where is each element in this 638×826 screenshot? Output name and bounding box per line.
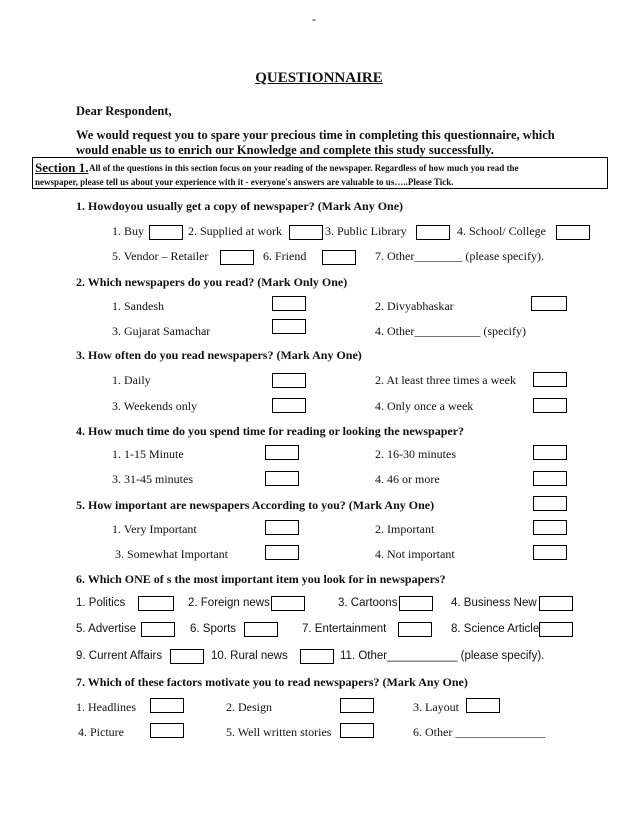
q6-checkbox[interactable]: [300, 649, 334, 664]
q4-option-label: 2. 16-30 minutes: [375, 447, 456, 461]
q1-checkbox[interactable]: [416, 225, 450, 240]
q6-option-label: 9. Current Affairs: [76, 650, 163, 662]
q1-checkbox[interactable]: [220, 250, 254, 265]
q6-checkbox[interactable]: [539, 622, 573, 637]
q6-checkbox[interactable]: [539, 596, 573, 611]
q7-option-label: 6. Other _______________: [413, 725, 546, 739]
q5-option-label: 3. Somewhat Important: [115, 547, 228, 561]
q6-checkbox[interactable]: [138, 596, 174, 611]
q7-checkbox[interactable]: [340, 723, 374, 738]
q1-checkbox[interactable]: [322, 250, 356, 265]
q2-checkbox[interactable]: [272, 296, 306, 311]
q4-option-label: 4. 46 or more: [375, 472, 440, 486]
q6-option-label: 5. Advertise: [76, 623, 137, 635]
intro-line-2: would enable us to enrich our Knowledge and complete this study successfully.: [76, 143, 494, 157]
q4-checkbox[interactable]: [265, 471, 299, 486]
q5-option-label: 2. Important: [375, 522, 435, 536]
q1-checkbox[interactable]: [556, 225, 590, 240]
q5-checkbox[interactable]: [265, 545, 299, 560]
q5-extra-checkbox[interactable]: [533, 496, 567, 511]
q6-option-label: 1. Politics: [76, 597, 126, 609]
q6-option-label: 6. Sports: [190, 623, 237, 635]
q5-checkbox[interactable]: [265, 520, 299, 535]
q4-checkbox[interactable]: [533, 445, 567, 460]
question-4: 4. How much time do you spend time for reading or looking the newspaper?: [76, 424, 465, 438]
q3-option-label: 3. Weekends only: [112, 399, 198, 413]
q7-option-label: 5. Well written stories: [226, 725, 332, 739]
q7-option-label: 3. Layout: [413, 700, 459, 714]
q6-option-label: 8. Science Article: [451, 623, 540, 635]
q6-option-label: 7. Entertainment: [302, 623, 387, 635]
q4-option-label: 1. 1-15 Minute: [112, 447, 184, 461]
q1-option-label: 6. Friend: [263, 249, 307, 263]
q6-option-label: 3. Cartoons: [338, 597, 398, 609]
section-instructions-1: All of the questions in this section focus on your reading of the newspaper. Regardless of how much you read the: [89, 163, 519, 173]
q2-option-label: 1. Sandesh: [112, 299, 164, 313]
question-5: 5. How important are newspapers According to you? (Mark Any One): [76, 498, 435, 512]
q7-checkbox[interactable]: [466, 698, 500, 713]
q1-checkbox[interactable]: [149, 225, 183, 240]
q4-option-label: 3. 31-45 minutes: [112, 472, 193, 486]
section-instructions-2: newspaper, please tell us about your experience with it - everyone's answers are valuable to us…..Please Tick.: [35, 177, 454, 187]
q2-option-label: 4. Other___________ (specify): [375, 324, 526, 338]
q3-option-label: 2. At least three times a week: [375, 373, 516, 387]
q1-option-label: 3. Public Library: [325, 224, 407, 238]
q7-checkbox[interactable]: [150, 698, 184, 713]
q6-option-label: 2. Foreign news: [188, 597, 270, 609]
q3-option-label: 4. Only once a week: [375, 399, 474, 413]
q6-checkbox[interactable]: [244, 622, 278, 637]
q5-option-label: 1. Very Important: [112, 522, 197, 536]
q3-option-label: 1. Daily: [112, 373, 151, 387]
q6-checkbox[interactable]: [170, 649, 204, 664]
q5-option-label: 4. Not important: [375, 547, 455, 561]
page-title: QUESTIONNAIRE: [255, 70, 383, 86]
q3-checkbox[interactable]: [533, 398, 567, 413]
q7-option-label: 2. Design: [226, 700, 272, 714]
q5-checkbox[interactable]: [533, 520, 567, 535]
q7-checkbox[interactable]: [150, 723, 184, 738]
intro-line-1: We would request you to spare your precious time in completing this questionnaire, which: [76, 128, 555, 142]
q2-checkbox[interactable]: [531, 296, 567, 311]
q6-option-label: 10. Rural news: [211, 650, 288, 662]
question-6: 6. Which ONE of s the most important item you look for in newspapers?: [76, 572, 446, 586]
q5-checkbox[interactable]: [533, 545, 567, 560]
q1-checkbox[interactable]: [289, 225, 323, 240]
q6-checkbox[interactable]: [271, 596, 305, 611]
q1-option-label: 2. Supplied at work: [188, 224, 282, 238]
q6-option-label: 4. Business New: [451, 597, 537, 609]
greeting: Dear Respondent,: [76, 104, 172, 118]
section-box: [32, 157, 608, 189]
q6-checkbox[interactable]: [399, 596, 433, 611]
q6-checkbox[interactable]: [398, 622, 432, 637]
header-mark: -: [312, 12, 316, 26]
q4-checkbox[interactable]: [533, 471, 567, 486]
q7-option-label: 4. Picture: [78, 725, 124, 739]
q2-option-label: 2. Divyabhaskar: [375, 299, 454, 313]
q3-checkbox[interactable]: [533, 372, 567, 387]
q6-checkbox[interactable]: [141, 622, 175, 637]
q4-checkbox[interactable]: [265, 445, 299, 460]
q1-option-label: 5. Vendor – Retailer: [112, 249, 209, 263]
q7-option-label: 1. Headlines: [76, 700, 136, 714]
q1-option-label: 7. Other________ (please specify).: [375, 249, 544, 263]
q2-checkbox[interactable]: [272, 319, 306, 334]
q3-checkbox[interactable]: [272, 373, 306, 388]
q1-option-label: 4. School/ College: [457, 224, 546, 238]
q6-option-label: 11. Other___________ (please specify).: [340, 650, 545, 662]
q1-option-label: 1. Buy: [112, 224, 145, 238]
section-title: Section 1.: [35, 160, 89, 175]
q3-checkbox[interactable]: [272, 398, 306, 413]
question-1: 1. Howdoyou usually get a copy of newspaper? (Mark Any One): [76, 199, 404, 213]
q2-option-label: 3. Gujarat Samachar: [112, 324, 211, 338]
q7-checkbox[interactable]: [340, 698, 374, 713]
question-2: 2. Which newspapers do you read? (Mark Only One): [76, 275, 348, 289]
question-3: 3. How often do you read newspapers? (Mark Any One): [76, 348, 362, 362]
question-7: 7. Which of these factors motivate you to read newspapers? (Mark Any One): [76, 675, 468, 689]
